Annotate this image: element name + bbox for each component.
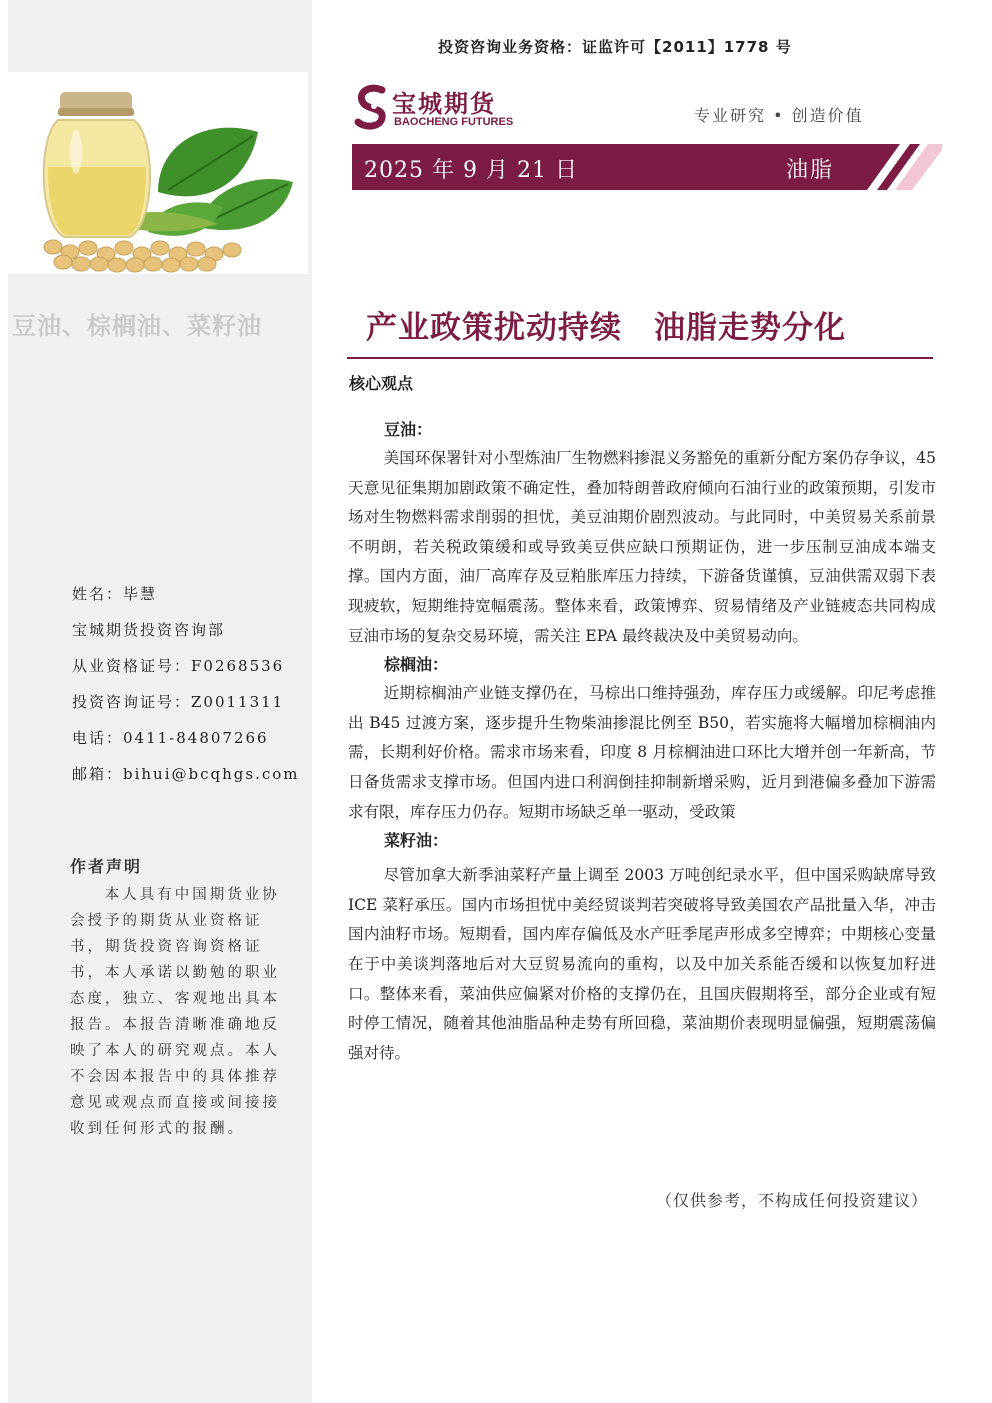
date-banner (352, 144, 942, 190)
commodity-list-title: 豆油、棕榈油、菜籽油 (12, 312, 262, 340)
report-date: 2025 年 9 月 21 日 (364, 158, 578, 183)
report-body (348, 416, 936, 1068)
author-qualification: 从业资格证号：F0268536 (72, 657, 285, 675)
report-category: 油脂 (786, 158, 835, 183)
brand-name-cn: 宝城期货 (392, 90, 496, 118)
section-heading-rapeseed-oil: 菜籽油： (384, 831, 449, 851)
author-email: 邮箱：bihui@bcqhgs.com (72, 765, 300, 783)
section-heading-soybean-oil: 豆油： (384, 420, 433, 439)
section-body-soybean-oil: 美国环保署针对小型炼油厂生物燃料掺混义务豁免的重新分配方案仍存争议，45 天意见征集期加剧政策不确定性，叠加特朗普政府倾向石油行业的政策预期，引发市场对生物燃料需求削弱的担忧，美豆油期价剧烈波动。与此同时，中美贸易关系前景不明朗，若关税政策缓和或导致美豆供应缺口预期证伪，进一步压制豆油成本端支撑。国内方面，油厂高库存及豆粕胀库压力持续，下游备货谨慎，豆油供需双弱下表现疲软，短期维持宽幅震荡。整体来看，政策博弈、贸易情绪及产业链疲态共同构成豆油市场的复杂交易环境，需关注 EPA 最终裁决及中美贸易动向。 (348, 449, 936, 645)
soybean-oil-illustration (8, 72, 308, 274)
author-consult-cert: 投资咨询证号：Z0011311 (72, 693, 285, 711)
author-name: 姓名：毕慧 (72, 585, 158, 603)
disclaimer: （仅供参考，不构成任何投资建议） (656, 1191, 929, 1210)
slogan: 专业研究 • 创造价值 (694, 106, 864, 125)
section-body-rapeseed-oil: 尽管加拿大新季油菜籽产量上调至 2003 万吨创纪录水平，但中国采购缺席导致 ICE 菜籽承压。国内市场担忧中美经贸谈判若突破将导致美国农产品批量入华，冲击国内油籽市场。短期看，国内库存偏低及水产旺季尾声形成多空博弈；中期核心变量在于中美谈判落地后对大豆贸易流向的重构，以及中加关系能否缓和以恢复加籽进口。整体来看，菜油供应偏紧对价格的支撑仍在，且国庆假期将至，部分企业或有短时停工情况，随着其他油脂品种走势有所回稳，菜油期价表现明显偏强，短期震荡偏强对待。 (348, 866, 936, 1062)
oil-jar-soybeans-image (8, 72, 308, 274)
author-department: 宝城期货投资咨询部 (72, 621, 226, 639)
declaration-text: 本人具有中国期货业协会授予的期货从业资格证书，期货投资咨询资格证书，本人承诺以勤勉的职业态度，独立、客观地出具本报告。本报告清晰准确地反映了本人的研究观点。本人不会因本报告中的具体推荐意见或观点而直接或间接接收到任何形式的报酬。 (70, 887, 280, 1137)
report-title: 产业政策扰动持续 油脂走势分化 (366, 310, 846, 346)
logo-mark-icon (354, 84, 390, 130)
author-phone: 电话：0411-84807266 (72, 729, 269, 747)
license-statement: 投资咨询业务资格：证监许可【2011】1778 号 (438, 38, 792, 56)
declaration-title: 作者声明 (70, 857, 143, 876)
section-heading-palm-oil: 棕榈油： (384, 655, 449, 675)
company-logo (354, 84, 524, 134)
title-divider (347, 357, 933, 359)
brand-name-en: BAOCHENG FUTURES (394, 116, 514, 128)
author-info (72, 582, 302, 798)
section-body-palm-oil: 近期棕榈油产业链支撑仍在，马棕出口维持强劲，库存压力或缓解。印尼考虑推出 B45 过渡方案，逐步提升生物柴油掺混比例至 B50，若实施将大幅增加棕榈油内需，长期利好价格。需求市场来看，印度 8 月棕榈油进口环比大增并创一年新高，节日备货需求支撑市场。但国内进口利润倒挂抑制新增采购，近月到港偏多叠加下游需求有限，库存压力仍存。短期市场缺乏单一驱动，受政策 (348, 684, 936, 821)
core-view-label: 核心观点 (349, 374, 414, 393)
